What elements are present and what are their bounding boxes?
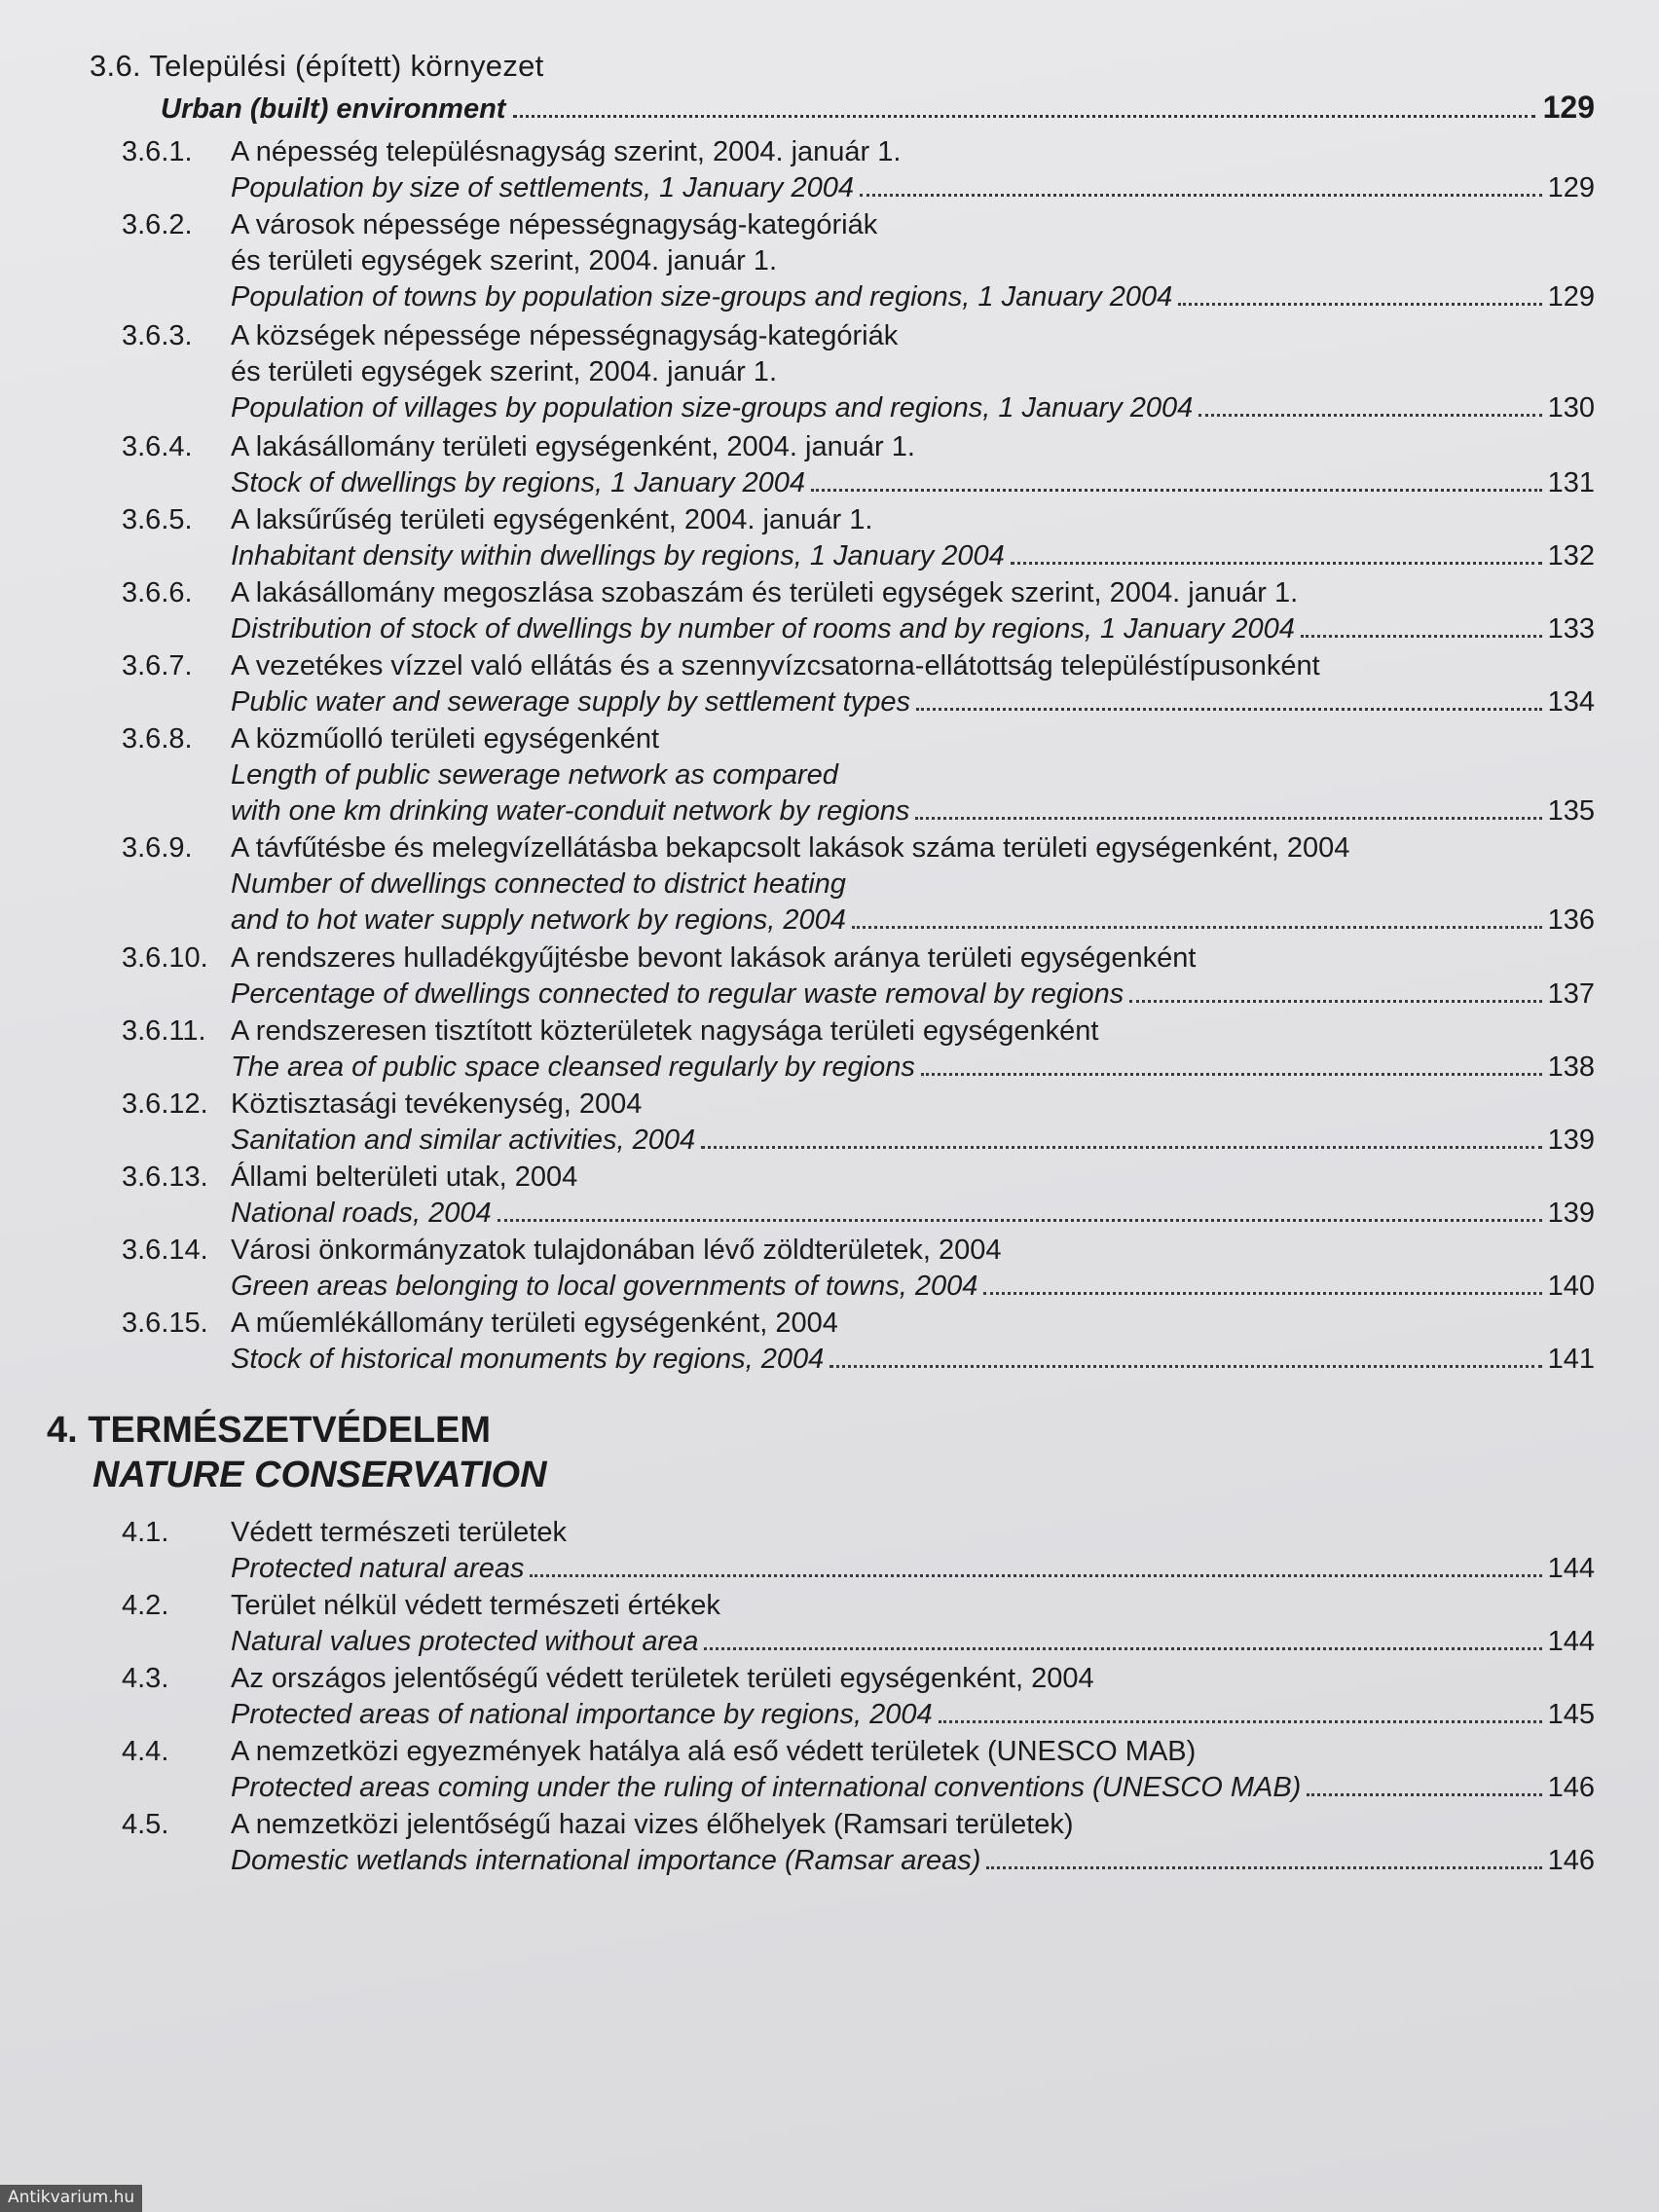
entry-title-hu: Az országos jelentőségű védett területek területi egységenként, 2004: [231, 1663, 1094, 1694]
entry-number: 3.6.1.: [122, 136, 193, 167]
leader-dots: [513, 115, 1534, 118]
entry-title-hu: A nemzetközi egyezmények hatálya alá eső védett területek (UNESCO MAB): [231, 1736, 1197, 1767]
entry-number: 4.2.: [122, 1590, 169, 1621]
entry-title-hu: A községek népessége népességnagyság-kategóriák: [231, 320, 899, 351]
entry-page-number: 139: [1547, 1198, 1595, 1229]
entry-title-hu: A rendszeres hulladékgyűjtésbe bevont lakások aránya területi egységenként: [231, 942, 1197, 974]
entry-page-number: 139: [1547, 1124, 1595, 1156]
entry-number: 3.6.8.: [122, 723, 193, 755]
chapter-subtitle: NATURE CONSERVATION: [92, 1455, 547, 1495]
entry-number: 3.6.9.: [122, 832, 193, 864]
entry-page-number: 136: [1547, 904, 1595, 936]
entry-title-hu: A népesség településnagyság szerint, 2004. január 1.: [231, 136, 902, 167]
entry-page-number: 146: [1547, 1772, 1595, 1803]
section-title-en: Urban (built) environment: [161, 93, 506, 125]
entry-body: [231, 940, 1595, 1013]
entry-body: [231, 207, 1595, 315]
entry-last-line: [231, 903, 1595, 939]
entry-title-en: Green areas belonging to local governments of towns, 2004: [231, 1271, 978, 1302]
leader-dots: [1178, 303, 1541, 306]
entry-last-line: [231, 1697, 1595, 1733]
entry-body: [231, 429, 1595, 501]
entry-title-en: Inhabitant density within dwellings by regions, 1 January 2004: [231, 540, 1005, 571]
entry-last-line: [231, 1551, 1595, 1587]
leader-dots: [498, 1219, 1542, 1222]
entry-last-line: [231, 1050, 1595, 1086]
section-title-hu: Települési (épített) környezet: [149, 49, 544, 83]
entry-title-hu: A lakásállomány területi egységenként, 2004. január 1.: [231, 431, 915, 462]
entry-number: 3.6.5.: [122, 504, 193, 535]
entry-title-hu: A rendszeresen tisztított közterületek nagysága területi egységenként: [231, 1015, 1099, 1047]
entry-number: 3.6.10.: [122, 942, 208, 974]
entry-number: 3.6.15.: [122, 1308, 208, 1339]
entry-title-en: and to hot water supply network by regions, 2004: [231, 904, 846, 936]
entry-body: [231, 648, 1595, 720]
entry-body: [231, 318, 1595, 426]
entry-last-line: [231, 465, 1595, 501]
entry-title-en: Number of dwellings connected to district heating: [231, 868, 846, 900]
entry-page-number: 138: [1547, 1051, 1595, 1083]
entry-number: 4.5.: [122, 1809, 169, 1840]
entry-number: 4.1.: [122, 1517, 169, 1548]
entry-body: [231, 1306, 1595, 1378]
entry-page-number: 135: [1547, 795, 1595, 827]
entry-title-en: National roads, 2004: [231, 1198, 492, 1229]
leader-dots: [1198, 414, 1541, 417]
entry-title-en: The area of public space cleansed regularly by regions: [231, 1051, 915, 1083]
entry-last-line: [231, 538, 1595, 574]
entry-title-en: Stock of dwellings by regions, 1 January 2004: [231, 467, 806, 498]
entry-number: 3.6.6.: [122, 577, 193, 608]
entry-last-line: [231, 1770, 1595, 1806]
leader-dots: [915, 817, 1541, 820]
entry-title-en: Distribution of stock of dwellings by number of rooms and by regions, 1 January 2004: [231, 613, 1295, 645]
entry-body: [231, 1661, 1595, 1733]
entry-title-hu: A közműolló területi egységenként: [231, 723, 660, 755]
leader-dots: [860, 194, 1542, 197]
entry-last-line: [231, 1843, 1595, 1879]
entry-number: 3.6.2.: [122, 209, 193, 240]
entry-last-line: [231, 170, 1595, 206]
entry-page-number: 144: [1547, 1626, 1595, 1657]
leader-dots: [830, 1365, 1541, 1368]
entry-number: 3.6.11.: [122, 1015, 206, 1047]
entry-title-hu: A laksűrűség területi egységenként, 2004. január 1.: [231, 504, 873, 535]
entry-title-en: with one km drinking water-conduit network by regions: [231, 795, 910, 827]
leader-dots: [986, 1866, 1541, 1869]
leader-dots: [1011, 562, 1542, 565]
entry-title-hu: A nemzetközi jelentőségű hazai vizes élőhelyek (Ramsari területek): [231, 1809, 1074, 1840]
entry-last-line: [231, 1269, 1595, 1305]
leader-dots: [1307, 1793, 1541, 1796]
entry-title-en: Stock of historical monuments by regions, 2004: [231, 1344, 825, 1375]
entry-last-line: [231, 1196, 1595, 1232]
entry-title-hu: és területi egységek szerint, 2004. január 1.: [231, 245, 777, 276]
entry-title-hu: A távfűtésbe és melegvízellátásba bekapcsolt lakások száma területi egységenként, 2004: [231, 832, 1350, 864]
entry-title-hu: Terület nélkül védett természeti értékek: [231, 1590, 720, 1621]
leader-dots: [939, 1720, 1542, 1723]
entry-page-number: 129: [1547, 281, 1595, 313]
entry-body: [231, 721, 1595, 830]
entry-number: 3.6.12.: [122, 1088, 208, 1120]
leader-dots: [701, 1146, 1541, 1149]
entry-title-hu: A lakásállomány megoszlása szobaszám és területi egységek szerint, 2004. január 1.: [231, 577, 1299, 608]
entry-last-line: [231, 793, 1595, 830]
entry-last-line: [231, 1624, 1595, 1660]
entry-last-line: [231, 390, 1595, 426]
entry-title-hu: Városi önkormányzatok tulajdonában lévő zöldterületek, 2004: [231, 1235, 1002, 1266]
entry-body: [231, 1233, 1595, 1305]
section-subtitle-row: [161, 90, 1595, 126]
entry-last-line: [231, 684, 1595, 720]
entry-body: [231, 1014, 1595, 1086]
entry-body: [231, 1087, 1595, 1159]
watermark: Antikvarium.hu: [0, 2185, 142, 2212]
entry-title-en: Natural values protected without area: [231, 1626, 699, 1657]
entry-number: 4.3.: [122, 1663, 169, 1694]
leader-dots: [704, 1647, 1541, 1650]
entry-title-hu: A vezetékes vízzel való ellátás és a szennyvízcsatorna-ellátottság településtípusonként: [231, 650, 1320, 682]
entry-title-en: Percentage of dwellings connected to regular waste removal by regions: [231, 978, 1124, 1010]
leader-dots: [852, 926, 1542, 929]
entry-title-hu: Állami belterületi utak, 2004: [231, 1161, 578, 1193]
entry-title-en: Protected natural areas: [231, 1553, 525, 1584]
leader-dots: [1301, 635, 1542, 638]
entry-page-number: 131: [1547, 467, 1595, 498]
entry-body: [231, 575, 1595, 647]
entry-last-line: [231, 1123, 1595, 1159]
entry-number: 3.6.7.: [122, 650, 193, 682]
section-title: [90, 49, 544, 84]
entry-body: [231, 134, 1595, 206]
entry-last-line: [231, 279, 1595, 315]
entry-page-number: 140: [1547, 1271, 1595, 1302]
entry-body: [231, 1160, 1595, 1232]
entry-last-line: [231, 611, 1595, 647]
entry-body: [231, 1734, 1595, 1806]
entry-page-number: 130: [1547, 392, 1595, 424]
entry-title-hu: Köztisztasági tevékenység, 2004: [231, 1088, 643, 1120]
entry-page-number: 129: [1547, 172, 1595, 203]
entry-title-en: Sanitation and similar activities, 2004: [231, 1124, 696, 1156]
entry-body: [231, 1588, 1595, 1660]
leader-dots: [921, 1073, 1542, 1076]
entry-last-line: [231, 1342, 1595, 1378]
section-number: 3.6.: [90, 49, 141, 83]
entry-number: 4.4.: [122, 1736, 169, 1767]
entry-title-en: Population by size of settlements, 1 January 2004: [231, 172, 854, 203]
entry-body: [231, 1515, 1595, 1587]
entry-title-en: Protected areas of national importance by regions, 2004: [231, 1699, 933, 1730]
entry-title-en: Length of public sewerage network as compared: [231, 759, 838, 791]
entry-title-en: Population of towns by population size-groups and regions, 1 January 2004: [231, 281, 1173, 313]
entry-title-en: Public water and sewerage supply by settlement types: [231, 686, 910, 718]
leader-dots: [983, 1292, 1541, 1295]
entry-page-number: 137: [1547, 978, 1595, 1010]
entry-page-number: 144: [1547, 1553, 1595, 1584]
leader-dots: [811, 489, 1542, 492]
entry-title-hu: Védett természeti területek: [231, 1517, 567, 1548]
entry-page-number: 145: [1547, 1699, 1595, 1730]
entry-page-number: 133: [1547, 613, 1595, 645]
entry-number: 3.6.14.: [122, 1235, 208, 1266]
leader-dots: [530, 1574, 1541, 1577]
entry-title-en: Domestic wetlands international importance (Ramsar areas): [231, 1845, 981, 1876]
entry-title-hu: és területi egységek szerint, 2004. január 1.: [231, 356, 777, 387]
entry-body: [231, 502, 1595, 574]
chapter-title: 4. TERMÉSZETVÉDELEM: [47, 1410, 492, 1451]
leader-dots: [1129, 1000, 1541, 1003]
entry-number: 3.6.3.: [122, 320, 193, 351]
entry-last-line: [231, 977, 1595, 1013]
entry-title-hu: A műemlékállomány területi egységenként, 2004: [231, 1308, 838, 1339]
leader-dots: [916, 708, 1542, 711]
entry-number: 3.6.13.: [122, 1161, 208, 1193]
entry-page-number: 146: [1547, 1845, 1595, 1876]
entry-title-en: Population of villages by population size-groups and regions, 1 January 2004: [231, 392, 1194, 424]
entry-page-number: 132: [1547, 540, 1595, 571]
entry-body: [231, 1807, 1595, 1879]
section-page: 129: [1542, 90, 1595, 125]
entry-title-en: Protected areas coming under the ruling of international conventions (UNESCO MAB): [231, 1772, 1302, 1803]
entry-body: [231, 830, 1595, 939]
entry-page-number: 134: [1547, 686, 1595, 718]
entry-number: 3.6.4.: [122, 431, 193, 462]
entry-page-number: 141: [1547, 1344, 1595, 1375]
entry-title-hu: A városok népessége népességnagyság-kategóriák: [231, 209, 878, 240]
